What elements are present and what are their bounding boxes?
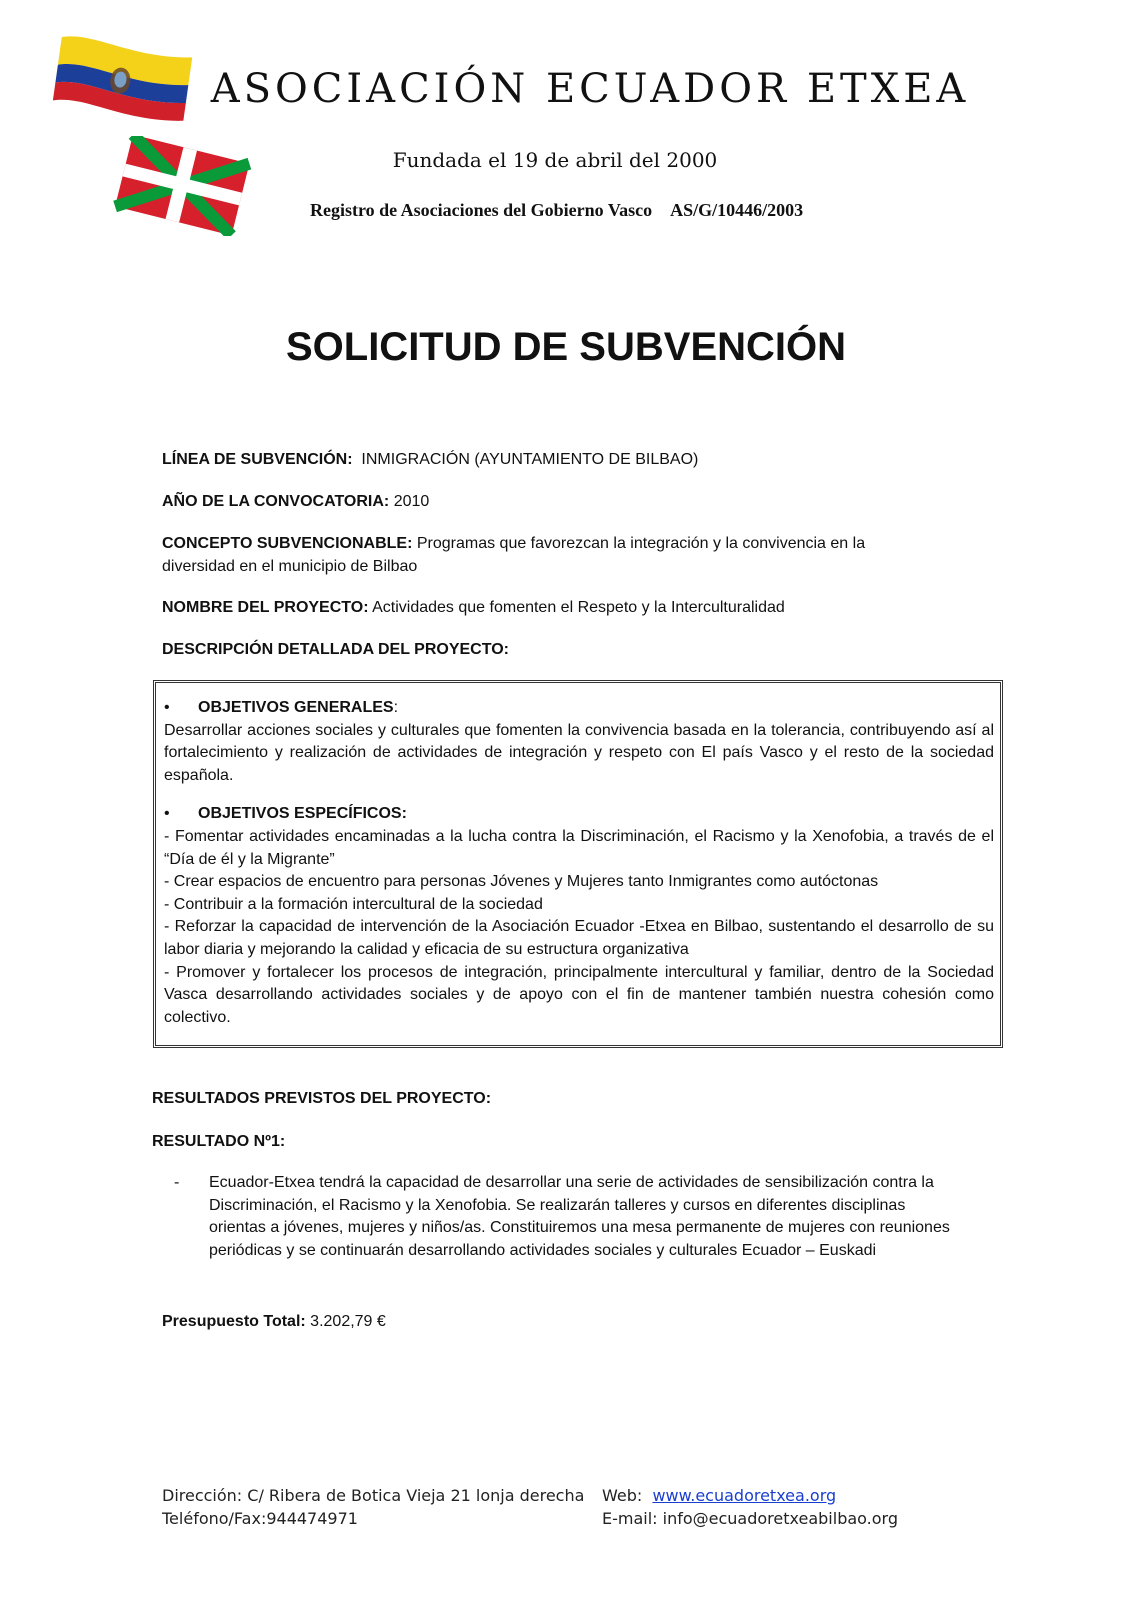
results-heading: RESULTADOS PREVISTOS DEL PROYECTO:: [152, 1090, 492, 1107]
ecuador-flag-icon: [48, 36, 198, 131]
field-anio-value: 2010: [393, 493, 430, 510]
organization-name: ASOCIACIÓN ECUADOR ETXEA: [210, 66, 970, 112]
specific-objectives-heading: • OBJETIVOS ESPECÍFICOS:: [164, 803, 994, 826]
field-anio-label: AÑO DE LA CONVOCATORIA:: [162, 493, 390, 510]
footer-web: [602, 1484, 898, 1530]
field-linea-label: LÍNEA DE SUBVENCIÓN:: [162, 451, 353, 468]
specific-objective-item: - Fomentar actividades encaminadas a la lucha contra la Discriminación, el Racismo y la Xenofobia, a través de el “Día de él y la Migrante”: [164, 827, 994, 868]
field-descripcion-label: DESCRIPCIÓN DETALLADA DEL PROYECTO:: [162, 641, 509, 658]
specific-objective-item: - Crear espacios de encuentro para personas Jóvenes y Mujeres tanto Inmigrantes como autóctonas: [164, 873, 879, 891]
bullet-icon: •: [164, 805, 170, 823]
dash-bullet-icon: -: [174, 1174, 180, 1191]
footer-web-label: Web:: [602, 1486, 643, 1505]
footer-contact: [162, 1484, 584, 1530]
result1-text: Ecuador-Etxea tendrá la capacidad de desarrollar una serie de actividades de sensibilización contra la Discriminación, el Racismo y la Xenofobia. Se realizarán talleres y cursos en diferentes disciplinas orientas a jóvenes, mujeres y niños/as. Constituiremos una mesa permanente de mujeres con reuniones periódicas y se continuarán desarrollando actividades sociales y culturales Ecuador – Euskadi: [209, 1174, 950, 1259]
footer-email: E-mail: info@ecuadoretxeabilbao.org: [602, 1509, 898, 1528]
specific-objective-item: - Reforzar la capacidad de intervención de la Asociación Ecuador -Etxea en Bilbao, sustentando el desarrollo de su labor diaria y mejorando la calidad y eficacia de su estructura organizativa: [164, 918, 994, 958]
budget-value: 3.202,79 €: [310, 1313, 386, 1330]
budget-label: Presupuesto Total:: [162, 1313, 306, 1330]
founded-date: Fundada el 19 de abril del 2000: [392, 148, 718, 172]
result1-item: [174, 1172, 964, 1262]
result1-heading: RESULTADO Nº1:: [152, 1133, 286, 1150]
field-concepto: [162, 532, 922, 578]
field-linea-value: INMIGRACIÓN (AYUNTAMIENTO DE BILBAO): [361, 451, 699, 468]
field-descripcion: [162, 638, 962, 661]
general-objectives-heading: • OBJETIVOS GENERALES:: [164, 697, 994, 720]
document-title: SOLICITUD DE SUBVENCIÓN: [285, 325, 847, 369]
field-nombre-value: Actividades que fomenten el Respeto y la Interculturalidad: [372, 599, 785, 616]
registry-line: [310, 200, 803, 221]
field-nombre-label: NOMBRE DEL PROYECTO:: [162, 599, 369, 616]
field-concepto-label: CONCEPTO SUBVENCIONABLE:: [162, 535, 413, 552]
field-anio: [162, 490, 962, 513]
registry-label: Registro de Asociaciones del Gobierno Vasco: [310, 200, 653, 220]
budget-total: [162, 1313, 386, 1331]
bullet-icon: •: [164, 699, 170, 716]
field-linea: [162, 448, 962, 471]
description-box: [153, 680, 1003, 1048]
basque-flag-icon: [112, 136, 252, 236]
footer-address: Dirección: C/ Ribera de Botica Vieja 21 lonja derecha: [162, 1486, 585, 1505]
specific-objective-item: - Contribuir a la formación intercultural de la sociedad: [164, 895, 543, 913]
field-concepto-value: Programas que favorezcan la integración y la convivencia en la diversidad en el municipio de Bilbao: [162, 535, 866, 575]
footer-phone: Teléfono/Fax:944474971: [162, 1509, 358, 1528]
specific-objective-item: - Promover y fortalecer los procesos de integración, principalmente intercultural y familiar, dentro de la Sociedad Vasca desarrollando actividades sociales y de apoyo con el fin de mantener también nuestra cohesión como colectivo.: [164, 963, 994, 1026]
field-nombre: [162, 596, 962, 619]
registry-number: AS/G/10446/2003: [670, 200, 804, 220]
website-link[interactable]: www.ecuadoretxea.org: [652, 1486, 837, 1505]
general-objectives-text: Desarrollar acciones sociales y culturales que fomenten la convivencia basada en la tolerancia, contribuyendo así al fortalecimiento y realización de actividades de integración y respeto con El país Vasco y el resto de la sociedad española.: [164, 721, 994, 784]
